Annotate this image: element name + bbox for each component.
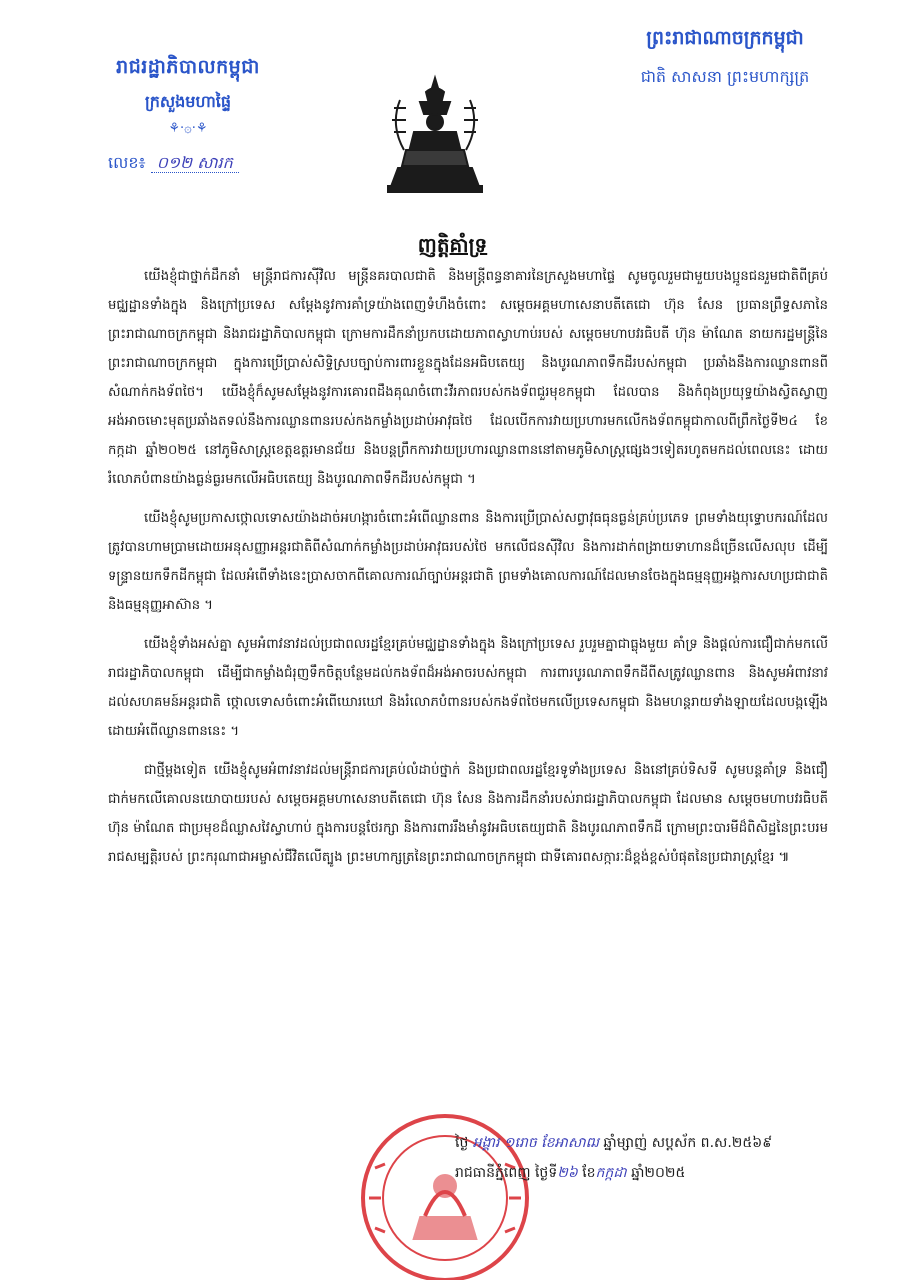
reference-value: ០១២ សារក bbox=[151, 153, 239, 173]
solar-date bbox=[455, 1158, 772, 1188]
body-paragraph: យើងខ្ញុំទាំងអស់គ្នា សូមអំពាវនាវដល់ប្រជាពលរដ្ឋខ្មែរគ្រប់មជ្ឈដ្ឋានទាំងក្នុង និងក្រៅប្រទេស រួបរួមគ្នាជាធ្លុងមួយ គាំទ្រ និងផ្តល់ការជឿជាក់មកលើរាជរដ្ឋាភិបាលកម្ពុជា ដើម្បីជាកម្លាំងជំរុញទឹកចិត្តបន្ថែមដល់កងទ័ពដ៏អង់អាចរបស់កម្ពុជា ការពារបូរណភាពទឹកដីពីសត្រូវឈ្លានពាន និងសូមអំពាវនាវដល់សហគមន៍អន្តរជាតិ ថ្កោលទោសចំពោះអំពើឃោរឃៅ និងរំលោភបំពានរបស់កងទ័ពថៃមកលើប្រទេសកម្ពុជា និងមហន្តរាយទាំងឡាយដែលបង្កឡើងដោយអំពើឈ្លានពាននេះ ។ bbox=[108, 637, 828, 739]
solar-year: ឆ្នាំ២០២៥ bbox=[631, 1165, 686, 1181]
body-paragraph: ជាថ្មីម្តងទៀត យើងខ្ញុំសូមអំពាវនាវដល់មន្ត្រីរាជការគ្រប់លំដាប់ថ្នាក់ និងប្រជាពលរដ្ឋខ្មែរទូទាំងប្រទេស និងនៅគ្រប់ទិសទី សូមបន្តគាំទ្រ និងជឿជាក់មកលើគោលនយោបាយរបស់ សម្តេចអគ្គមហាសេនាបតីតេជោ ហ៊ុន សែន និងការដឹកនាំរបស់រាជរដ្ឋាភិបាលកម្ពុជា ដែលមាន សម្តេចមហាបវរធិបតី ហ៊ុន ម៉ាណែត ជាប្រមុខដ៏ឈ្លាសវៃស្វាហាប់ ក្នុងការបន្តថែរក្សា និងការពាររឹងមាំនូវអធិបតេយ្យជាតិ និងបូរណភាពទឹកដី ក្រោមព្រះបារមីដ៏ពិសិដ្ឋនៃព្រះបរមរាជសម្បត្តិរបស់ ព្រះករុណាជាអម្ចាស់ជីវិតលើត្បូង ព្រះមហាក្សត្រនៃព្រះរាជាណាចក្រកម្ពុជា ជាទីគោរពសក្ការៈដ៏ខ្ពង់ខ្ពស់បំផុតនៃប្រជារាស្ត្រខ្មែរ ៕ bbox=[108, 763, 828, 865]
royal-emblem-icon bbox=[370, 70, 500, 200]
solar-prefix: រាជធានីភ្នំពេញ ថ្ងៃទី bbox=[455, 1165, 558, 1181]
lunar-suffix: ឆ្នាំម្សាញ់ សប្តស័ក ព.ស.២៥៦៩ bbox=[603, 1135, 773, 1151]
document-title: ញត្តិគាំទ្រ bbox=[417, 233, 488, 257]
body-paragraph: យើងខ្ញុំជាថ្នាក់ដឹកនាំ មន្ត្រីរាជការស៊ីវិល មន្ត្រីនគរបាលជាតិ និងមន្ត្រីពន្ធនាគារនៃក្រសួងមហាផ្ទៃ សូមចូលរួមជាមួយបងប្អូនជនរួមជាតិពីគ្រប់មជ្ឈដ្ឋានទាំងក្នុង និងក្រៅប្រទេស សម្តែងនូវការគាំទ្រយ៉ាងពេញទំហឹងចំពោះ សម្តេចអគ្គមហាសេនាបតីតេជោ ហ៊ុន សែន ប្រធានព្រឹទ្ធសភានៃព្រះរាជាណាចក្រកម្ពុជា និងរាជរដ្ឋាភិបាលកម្ពុជា ក្រោមការដឹកនាំប្រកបដោយភាពស្វាហាប់របស់ សម្តេចមហាបវរធិបតី ហ៊ុន ម៉ាណែត នាយករដ្ឋមន្ត្រីនៃព្រះរាជាណាចក្រកម្ពុជា ក្នុងការប្រើប្រាស់សិទ្ធិស្របច្បាប់ការពារខ្លួនក្នុងដែនអធិបតេយ្យ និងបូរណភាពទឹកដីរបស់កម្ពុជា ប្រឆាំងនឹងការឈ្លានពានពីសំណាក់កងទ័ពថៃ។ យើងខ្ញុំក៏សូមសម្តែងនូវការគោរពដឹងគុណចំពោះវីរភាពរបស់កងទ័ពជួរមុខកម្ពុជា ដែលបាន និងកំពុងប្រយុទ្ធយ៉ាងស្វិតស្វាញ អង់អាចមោះមុតប្រឆាំងតទល់នឹងការឈ្លានពានរបស់កងកម្លាំងប្រដាប់អាវុធថៃ ដែលបើកការវាយប្រហារមកលើកងទ័ពកម្ពុជាកាលពីព្រឹកថ្ងៃទី២៤ ខែកក្កដា ឆ្នាំ២០២៥ នៅភូមិសាស្ត្រខេត្តឧត្តរមានជ័យ និងបន្តព្រឹកការវាយប្រហារឈ្លានពាននៅតាមភូមិសាស្ត្រផ្សេងៗទៀតរហូតមកដល់ពេលនេះ ដោយរំលោភបំពានយ៉ាងធ្ងន់ធ្ងរមកលើអធិបតេយ្យ និងបូរណភាពទឹកដីរបស់កម្ពុជា ។ bbox=[108, 269, 828, 487]
body-paragraph: យើងខ្ញុំសូមប្រកាសថ្កោលទោសយ៉ាងដាច់អហង្ការចំពោះអំពើឈ្លានពាន និងការប្រើប្រាស់សព្វាវុធធុនធ្ងន់គ្រប់ប្រភេទ ព្រមទាំងយុទ្ធោបករណ៍ដែលត្រូវបានហាមប្រាមដោយអនុសញ្ញាអន្តរជាតិពីសំណាក់កម្លាំងប្រដាប់អាវុធរបស់ថៃ មកលើជនស៊ីវិល និងការដាក់ពង្រាយទាហានដ៏ច្រើនលើសលុប ដើម្បីទន្ទ្រានយកទឹកដីកម្ពុជា ដែលអំពើទាំងនេះប្រាសចាកពីគោលការណ៍ច្បាប់អន្តរជាតិ ព្រមទាំងគោលការណ៍ដែលមានចែងក្នុងធម្មនុញ្ញអង្គការសហប្រជាជាតិ និងធម្មនុញ្ញអាស៊ាន ។ bbox=[108, 511, 828, 613]
reference-number bbox=[108, 152, 239, 176]
lunar-prefix: ថ្ងៃ bbox=[455, 1135, 469, 1151]
solar-month-label: ខែ bbox=[582, 1165, 596, 1181]
ministry-name: ក្រសួងមហាផ្ទៃ bbox=[144, 92, 231, 111]
ornament-divider: ⚘·۞·⚘ bbox=[168, 121, 208, 136]
solar-day: ២៦ bbox=[557, 1165, 578, 1181]
lunar-date bbox=[455, 1128, 772, 1158]
document-body bbox=[108, 262, 828, 882]
lunar-handwritten: អង្គារ ១រោច ខែអាសាឍ bbox=[472, 1135, 599, 1151]
government-name: រាជរដ្ឋាភិបាលកម្ពុជា bbox=[116, 56, 260, 78]
kingdom-title: ព្រះរាជាណាចក្រកម្ពុជា bbox=[646, 27, 804, 49]
reference-label: លេខ៖ bbox=[108, 153, 146, 172]
date-block bbox=[455, 1128, 772, 1188]
kingdom-header bbox=[600, 26, 850, 90]
solar-month: កក្កដា bbox=[595, 1165, 627, 1181]
ministry-header bbox=[78, 55, 298, 136]
ministry-seal-icon bbox=[345, 1098, 545, 1280]
national-motto: ជាតិ សាសនា ព្រះមហាក្សត្រ bbox=[640, 67, 810, 86]
